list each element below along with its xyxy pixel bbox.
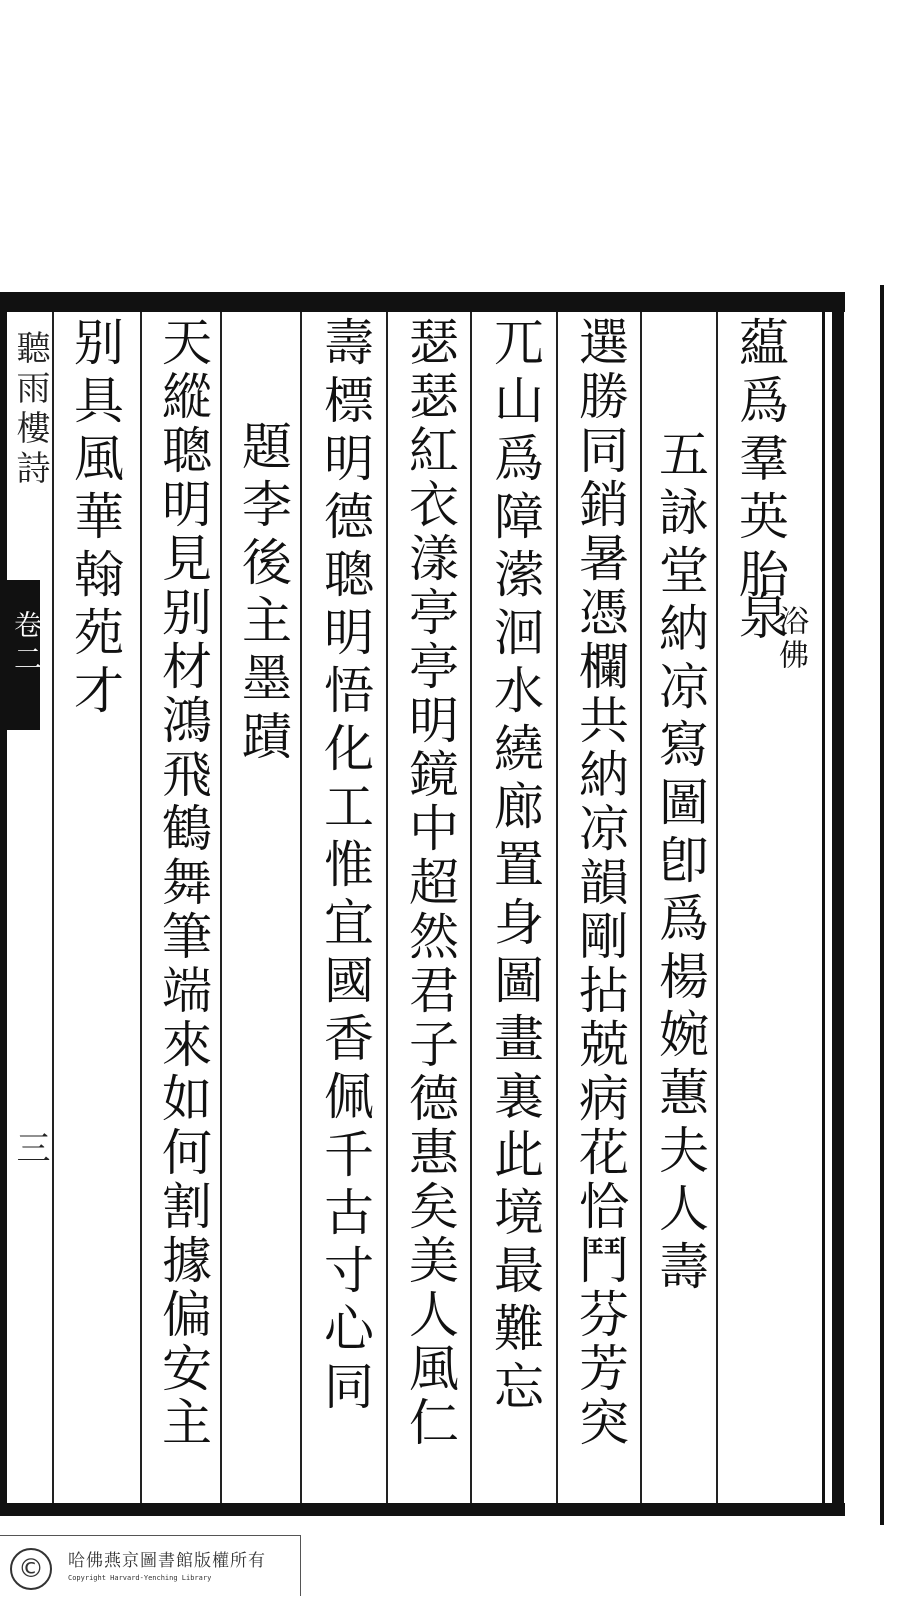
frame-right-inner-rule — [822, 312, 825, 1503]
column-divider — [640, 312, 642, 1503]
text-column-9: 别具風華翰苑才 — [66, 316, 124, 722]
frame-top-rule — [0, 292, 845, 312]
text-column-2: 五詠堂納凉寫圖卽爲楊婉蕙夫人壽 — [651, 428, 709, 1298]
text-column-1-note: 浴佛 — [773, 605, 808, 673]
column-divider — [386, 312, 388, 1503]
column-divider — [300, 312, 302, 1503]
column-divider — [52, 312, 54, 1503]
banxin-page-number: 三 — [10, 1130, 50, 1164]
text-column-4: 兀山爲障潆洄水繞廊置身圖畫裏此境最難忘 — [486, 316, 544, 1418]
text-column-6: 壽標明德聰明悟化工惟宜國香佩千古寸心同 — [316, 316, 374, 1418]
text-column-7: 題李後主墨蹟 — [234, 420, 292, 768]
text-column-1-tail: 泉 — [731, 590, 789, 648]
copyright-icon: © — [10, 1548, 52, 1590]
frame-bottom-rule — [0, 1503, 845, 1516]
banxin-volume: 卷二 — [10, 610, 43, 678]
text-column-1: 藴爲羣英胎 — [731, 316, 789, 606]
column-divider — [220, 312, 222, 1503]
banxin-title: 聽雨樓詩 — [10, 330, 50, 490]
column-divider — [556, 312, 558, 1503]
frame-right-rule — [832, 292, 844, 1516]
column-divider — [140, 312, 142, 1503]
copyright-text-chinese: 哈佛燕京圖書館版權所有 — [68, 1551, 266, 1571]
column-divider — [716, 312, 718, 1503]
copyright-text-english: Copyright Harvard-Yenching Library — [68, 1574, 212, 1582]
page-edge — [880, 285, 884, 1525]
text-column-3: 選勝同銷暑憑欄共納凉韻剛拈兢病花恰鬥芬芳突 — [571, 316, 629, 1450]
text-column-8: 天縱聰明見别材鴻飛鶴舞筆端來如何割據偏安主 — [154, 316, 212, 1450]
copyright-stamp — [0, 1535, 301, 1596]
text-column-5: 瑟瑟紅衣漾亭亭明鏡中超然君子德惠矣美人風仁 — [401, 316, 459, 1450]
column-divider — [470, 312, 472, 1503]
